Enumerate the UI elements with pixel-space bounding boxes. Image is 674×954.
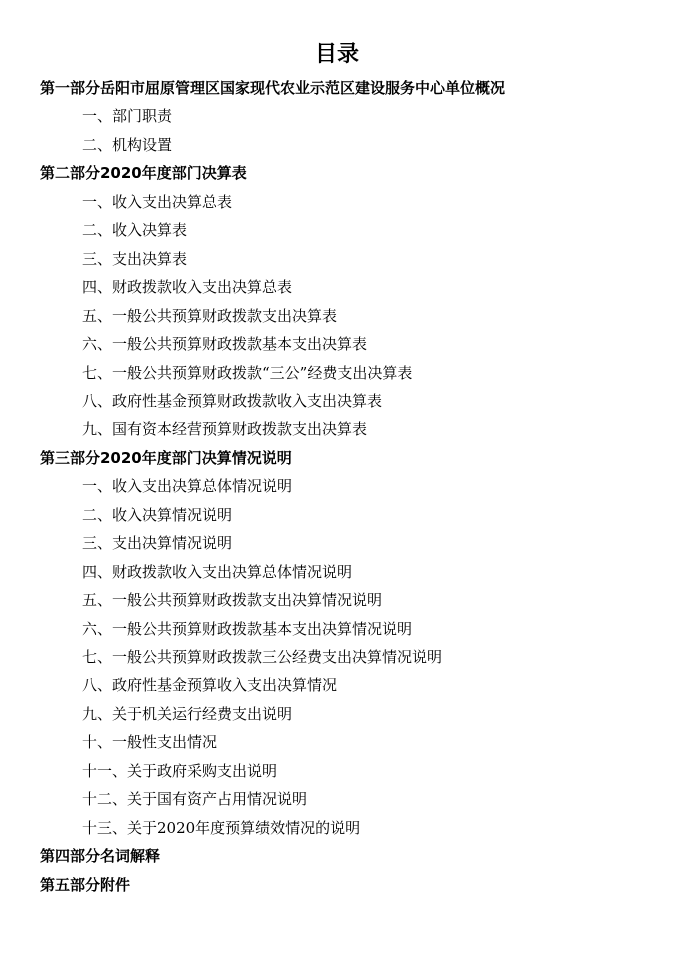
toc-item: 一、收入支出决算总体情况说明 <box>82 477 293 496</box>
toc-item: 一、收入支出决算总表 <box>82 192 233 211</box>
toc-item: 二、收入决算表 <box>82 221 188 240</box>
toc-item: 五、一般公共预算财政拨款支出决算表 <box>82 306 338 325</box>
toc-item: 八、政府性基金预算财政拨款收入支出决算表 <box>82 391 383 410</box>
toc-item: 十一、关于政府采购支出说明 <box>82 761 278 780</box>
toc-item: 七、一般公共预算财政拨款“三公”经费支出决算表 <box>82 363 413 382</box>
toc-item: 九、关于机关运行经费支出说明 <box>82 704 293 723</box>
toc-item: 四、财政拨款收入支出决算总体情况说明 <box>82 562 353 581</box>
toc-part-heading: 第四部分名词解释 <box>40 847 161 866</box>
toc-item: 三、支出决算表 <box>82 249 188 268</box>
toc-item: 六、一般公共预算财政拨款基本支出决算情况说明 <box>82 619 413 638</box>
toc-item: 四、财政拨款收入支出决算总表 <box>82 278 293 297</box>
toc-part-heading: 第一部分岳阳市屈原管理区国家现代农业示范区建设服务中心单位概况 <box>40 79 506 97</box>
toc-item: 五、一般公共预算财政拨款支出决算情况说明 <box>82 591 383 610</box>
toc-item: 七、一般公共预算财政拨款三公经费支出决算情况说明 <box>82 648 443 666</box>
toc-part-heading: 第二部分2020年度部门决算表 <box>40 164 247 183</box>
toc-part-heading: 第三部分2020年度部门决算情况说明 <box>40 448 292 467</box>
toc-item: 二、机构设置 <box>82 135 173 154</box>
page-title: 目录 <box>314 42 359 67</box>
toc-item: 一、部门职责 <box>82 107 173 126</box>
toc-item: 九、国有资本经营预算财政拨款支出决算表 <box>82 420 368 439</box>
toc-item: 十二、关于国有资产占用情况说明 <box>82 790 308 809</box>
toc-part-heading: 第五部分附件 <box>40 875 131 894</box>
toc-item: 八、政府性基金预算收入支出决算情况 <box>82 676 338 695</box>
toc-item: 十三、关于2020年度预算绩效情况的说明 <box>82 818 361 837</box>
toc-item: 三、支出决算情况说明 <box>82 534 233 553</box>
toc-item: 二、收入决算情况说明 <box>82 505 233 524</box>
toc-item: 六、一般公共预算财政拨款基本支出决算表 <box>82 335 368 354</box>
toc-item: 十、一般性支出情况 <box>82 733 218 752</box>
